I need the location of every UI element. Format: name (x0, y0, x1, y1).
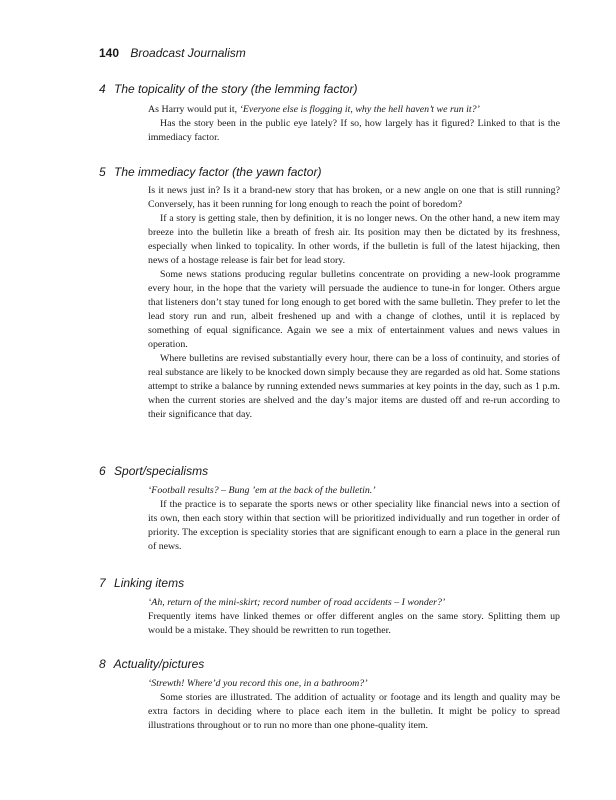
section-body-4 (148, 103, 560, 145)
section-number: 6 (99, 464, 106, 478)
section-title: Sport/specialisms (114, 464, 209, 478)
paragraph: Some news stations producing regular bulletins concentrate on providing a new-look programme every hour, in the hope that the variety will persuade the audience to tune-in for longer. Others argue that listeners don’t stay tuned for long enough to get bored with the same bulletin. They prefer to let the lead story run and run, albeit freshened up and with a change of clothes, until it is replaced by something of equal significance. Again we see a mix of entertainment values and news values in operation. (148, 269, 560, 350)
section-title: The immediacy factor (the yawn factor) (114, 165, 322, 179)
paragraph: If the practice is to separate the sports news or other speciality like financial news into a section of its own, then each story within that section will be prioritized individually and run together in order of priority. The exception is speciality stories that are significant enough to earn a place in the general run of news. (148, 499, 560, 552)
paragraph: If a story is getting stale, then by definition, it is no longer news. On the other hand, a new item may breeze into the bulletin like a breath of fresh air. Its position may then be dictated by its freshness, especially when linked to topicality. In other words, if the bulletin is full of the latest hijacking, then news of a hostage release is fair bet for lead story. (148, 213, 560, 266)
section-number: 8 (99, 657, 106, 671)
section-body-5 (148, 184, 560, 422)
section-body-7 (148, 596, 560, 638)
section-quote: ‘Ah, return of the mini-skirt; record number of road accidents – I wonder?’ (148, 597, 446, 608)
paragraph: Where bulletins are revised substantially every hour, there can be a loss of continuity, and stories of real substance are likely to be knocked down simply because they are regarded as old hat. Some stations attempt to strike a balance by running extended news summaries at key points in the day, such as 1 p.m. when the current stories are shelved and the day’s major items are dusted off and re-run according to their significance that day. (148, 353, 560, 420)
section-heading-6 (99, 464, 208, 478)
section-number: 7 (99, 576, 106, 590)
book-title: Broadcast Journalism (130, 46, 246, 60)
paragraph: Is it news just in? Is it a brand-new story that has broken, or a new angle on one that is still running? Conversely, has it been running for long enough to reach the point of boredom? (148, 185, 560, 210)
section-body-8 (148, 677, 560, 733)
section-quote: ‘Strewth! Where’d you record this one, in a bathroom?’ (148, 678, 368, 689)
section-title: Linking items (114, 576, 185, 590)
section-number: 5 (99, 165, 106, 179)
section-quote: ‘Football results? – Bung ’em at the back of the bulletin.’ (148, 485, 376, 496)
section-heading-8 (99, 657, 204, 671)
lead-prefix: As Harry would put it, (148, 104, 240, 115)
running-head (99, 46, 246, 60)
section-body-6 (148, 484, 560, 554)
section-lead (148, 103, 560, 117)
section-heading-4 (99, 82, 357, 96)
section-heading-7 (99, 576, 184, 590)
section-number: 4 (99, 82, 106, 96)
paragraph: Has the story been in the public eye lately? If so, how largely has it figured? Linked to that is the immediacy factor. (148, 118, 560, 143)
paragraph: Some stories are illustrated. The addition of actuality or footage and its length and quality may be extra factors in deciding where to place each item in the bulletin. It might be policy to spread illustrations throughout or to run no more than one phone-quality item. (148, 692, 560, 731)
section-title: Actuality/pictures (113, 657, 205, 671)
section-title: The topicality of the story (the lemming factor) (114, 82, 358, 96)
section-heading-5 (99, 165, 321, 179)
paragraph: Frequently items have linked themes or offer different angles on the same story. Splitting them up would be a mistake. They should be rewritten to run together. (148, 611, 560, 636)
page-number: 140 (99, 46, 120, 60)
section-quote: ‘Everyone else is flogging it, why the hell haven’t we run it?’ (239, 104, 480, 115)
